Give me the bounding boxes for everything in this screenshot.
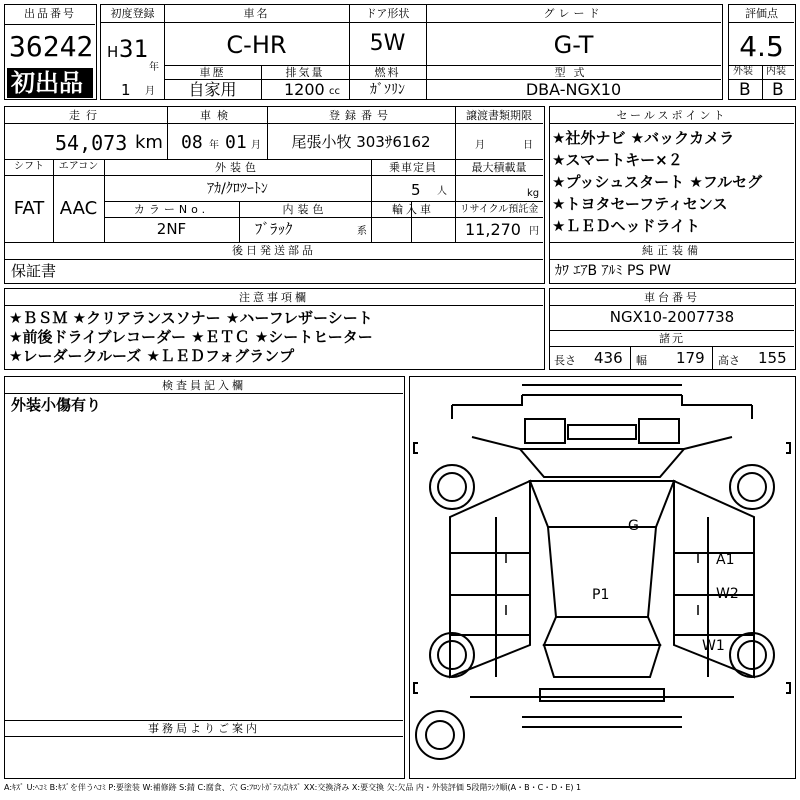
inspection-year-unit: 年 [209, 140, 219, 151]
height-label: 高さ [718, 354, 740, 367]
damage-mark-w1: W1 [702, 638, 725, 654]
sales-point-5: ★ＬＥＤヘッドライト [552, 217, 700, 235]
interior-color: ﾌﾞﾗｯｸ [255, 220, 293, 238]
inspection-month-unit: 月 [251, 140, 261, 151]
mileage-label: 走行 [69, 109, 103, 122]
score-value: 4.5 [739, 30, 784, 63]
chassis-label: 車台番号 [644, 291, 700, 304]
equipment-label: 純正装備 [642, 244, 702, 257]
history-label: 車歴 [199, 66, 226, 79]
damage-mark-g: G [628, 518, 639, 534]
dimensions-label: 諸元 [659, 332, 685, 345]
sales-point-2: ★スマートキー×２ [552, 151, 683, 169]
recycle-label: リサイクル預託金 [459, 204, 539, 215]
color-no: 2NF [156, 220, 187, 238]
aircon-label: エアコン [58, 161, 99, 172]
sales-point-4: ★トヨタセーフティセンス [552, 195, 728, 213]
grade-label: グレード [543, 7, 604, 20]
model-label: 型式 [554, 66, 593, 79]
registration-number: 尾張小牧 303ｻ6162 [291, 133, 431, 151]
history: 自家用 [188, 80, 237, 99]
displacement-unit: cc [329, 86, 340, 97]
office-label: 事務局よりご案内 [148, 722, 260, 735]
damage-mark-p1: P1 [592, 587, 610, 603]
inspection-month: 01 [225, 132, 247, 153]
note-line-3: ★レーダークルーズ ★ＬＥＤフォグランプ [9, 347, 295, 365]
inspector-comment: 外装小傷有り [11, 396, 102, 414]
color-no-label: カラーNo. [133, 203, 210, 216]
first-reg-label: 初度登録 [110, 7, 155, 20]
main-header-box [100, 4, 723, 100]
recycle-unit: 円 [529, 226, 539, 237]
displacement: 1200 [284, 80, 325, 99]
first-reg-year-unit: 年 [149, 62, 159, 73]
exterior-color-label: 外装色 [215, 161, 260, 174]
registration-label: 登録番号 [329, 109, 393, 122]
sales-point-3: ★プッシュスタート ★フルセグ [552, 173, 763, 191]
first-listing-badge: 初出品 [11, 69, 83, 97]
lot-label: 出品番号 [24, 7, 76, 20]
max-load-label: 最大積載量 [471, 161, 527, 174]
grade: G-T [553, 31, 594, 59]
later-parts: 保証書 [11, 262, 57, 280]
fuel-label: 燃料 [374, 66, 401, 79]
length: 436 [594, 349, 623, 367]
score-box [728, 4, 796, 100]
shift-label: シフト [14, 161, 44, 172]
inspector-box [4, 376, 405, 779]
door-type: 5W [369, 31, 406, 56]
mileage-unit: km [135, 132, 163, 153]
damage-mark-a1: A1 [716, 552, 735, 568]
width-label: 幅 [636, 354, 647, 367]
first-reg-month: 1 [121, 81, 131, 99]
inspection-year: 08 [181, 132, 203, 153]
note-line-2: ★前後ドライブレコーダー ★ＥＴＣ ★シートヒーター [9, 328, 373, 346]
car-name: C-HR [226, 31, 287, 59]
transfer-label: 譲渡書類期限 [466, 109, 532, 122]
aircon: AAC [59, 198, 98, 219]
details-box [4, 106, 545, 284]
displacement-label: 排気量 [285, 66, 325, 79]
max-load-unit: kg [527, 188, 540, 199]
score-label: 評価点 [745, 7, 778, 20]
interior-color-label: 内装色 [282, 203, 328, 216]
notes-label: 注意事項欄 [239, 291, 309, 304]
length-label: 長さ [554, 354, 576, 367]
note-line-1: ★ＢＳＭ ★クリアランスソナー ★ハーフレザーシート [9, 309, 373, 327]
notes-box [4, 288, 545, 370]
transfer-month-unit: 月 [475, 140, 485, 151]
capacity-label: 乗車定員 [389, 161, 437, 174]
equipment: ｶﾜ ｴｱB ｱﾙﾐ PS PW [555, 263, 672, 279]
car-diagram-box [409, 376, 796, 779]
exterior-color: ｱｶ/ｸﾛﾂｰﾄﾝ [207, 181, 268, 197]
import-label: 輸入車 [392, 203, 434, 216]
sales-points-box [549, 106, 796, 284]
inspection-label: 車検 [200, 109, 234, 122]
inspector-label: 検査員記入欄 [162, 379, 246, 392]
lot-number: 36242 [9, 30, 94, 63]
legend-line: A:ｷｽﾞ U:ﾍｺﾐ B:ｷｽﾞを伴うﾍｺﾐ P:要塗装 W:補修跡 S:錆 C:腐食、穴 G:ﾌﾛﾝﾄｶﾞﾗｽ点ｷｽﾞ XX:交換済み X:要交換 欠:欠品 内・外装評価 5段階ﾗﾝｸ順(A・B・C・D・E) 1 [4, 783, 582, 792]
capacity-unit: 人 [437, 186, 447, 197]
interior-score-label: 内装 [766, 66, 786, 77]
height: 155 [758, 349, 787, 367]
car-outline-diagram [410, 377, 794, 777]
sales-point-1: ★社外ナビ ★バックカメラ [552, 129, 735, 147]
chassis-box [549, 288, 796, 370]
shift: FAT [13, 198, 45, 219]
first-reg-era: H [107, 43, 119, 61]
recycle-fee: 11,270 [465, 220, 521, 239]
first-reg-year: 31 [119, 35, 148, 63]
car-name-label: 車名 [243, 7, 270, 20]
model: DBA-NGX10 [525, 80, 622, 99]
sales-points-label: セールスポイント [616, 109, 728, 122]
damage-mark-w2: W2 [716, 586, 739, 602]
exterior-score: B [739, 80, 751, 100]
width: 179 [676, 349, 705, 367]
chassis-number: NGX10-2007738 [609, 308, 735, 326]
interior-score: B [772, 80, 784, 100]
capacity: 5 [411, 181, 421, 199]
door-label: ドア形状 [365, 7, 410, 20]
later-parts-label: 後日発送部品 [232, 244, 316, 257]
first-reg-month-unit: 月 [145, 86, 155, 97]
exterior-score-label: 外装 [733, 66, 753, 77]
lot-number-box [4, 4, 97, 100]
transfer-day-unit: 日 [523, 140, 533, 151]
interior-color-suffix: 系 [357, 226, 367, 237]
fuel: ｶﾞｿﾘﾝ [370, 82, 405, 98]
mileage: 54,073 [55, 131, 128, 155]
